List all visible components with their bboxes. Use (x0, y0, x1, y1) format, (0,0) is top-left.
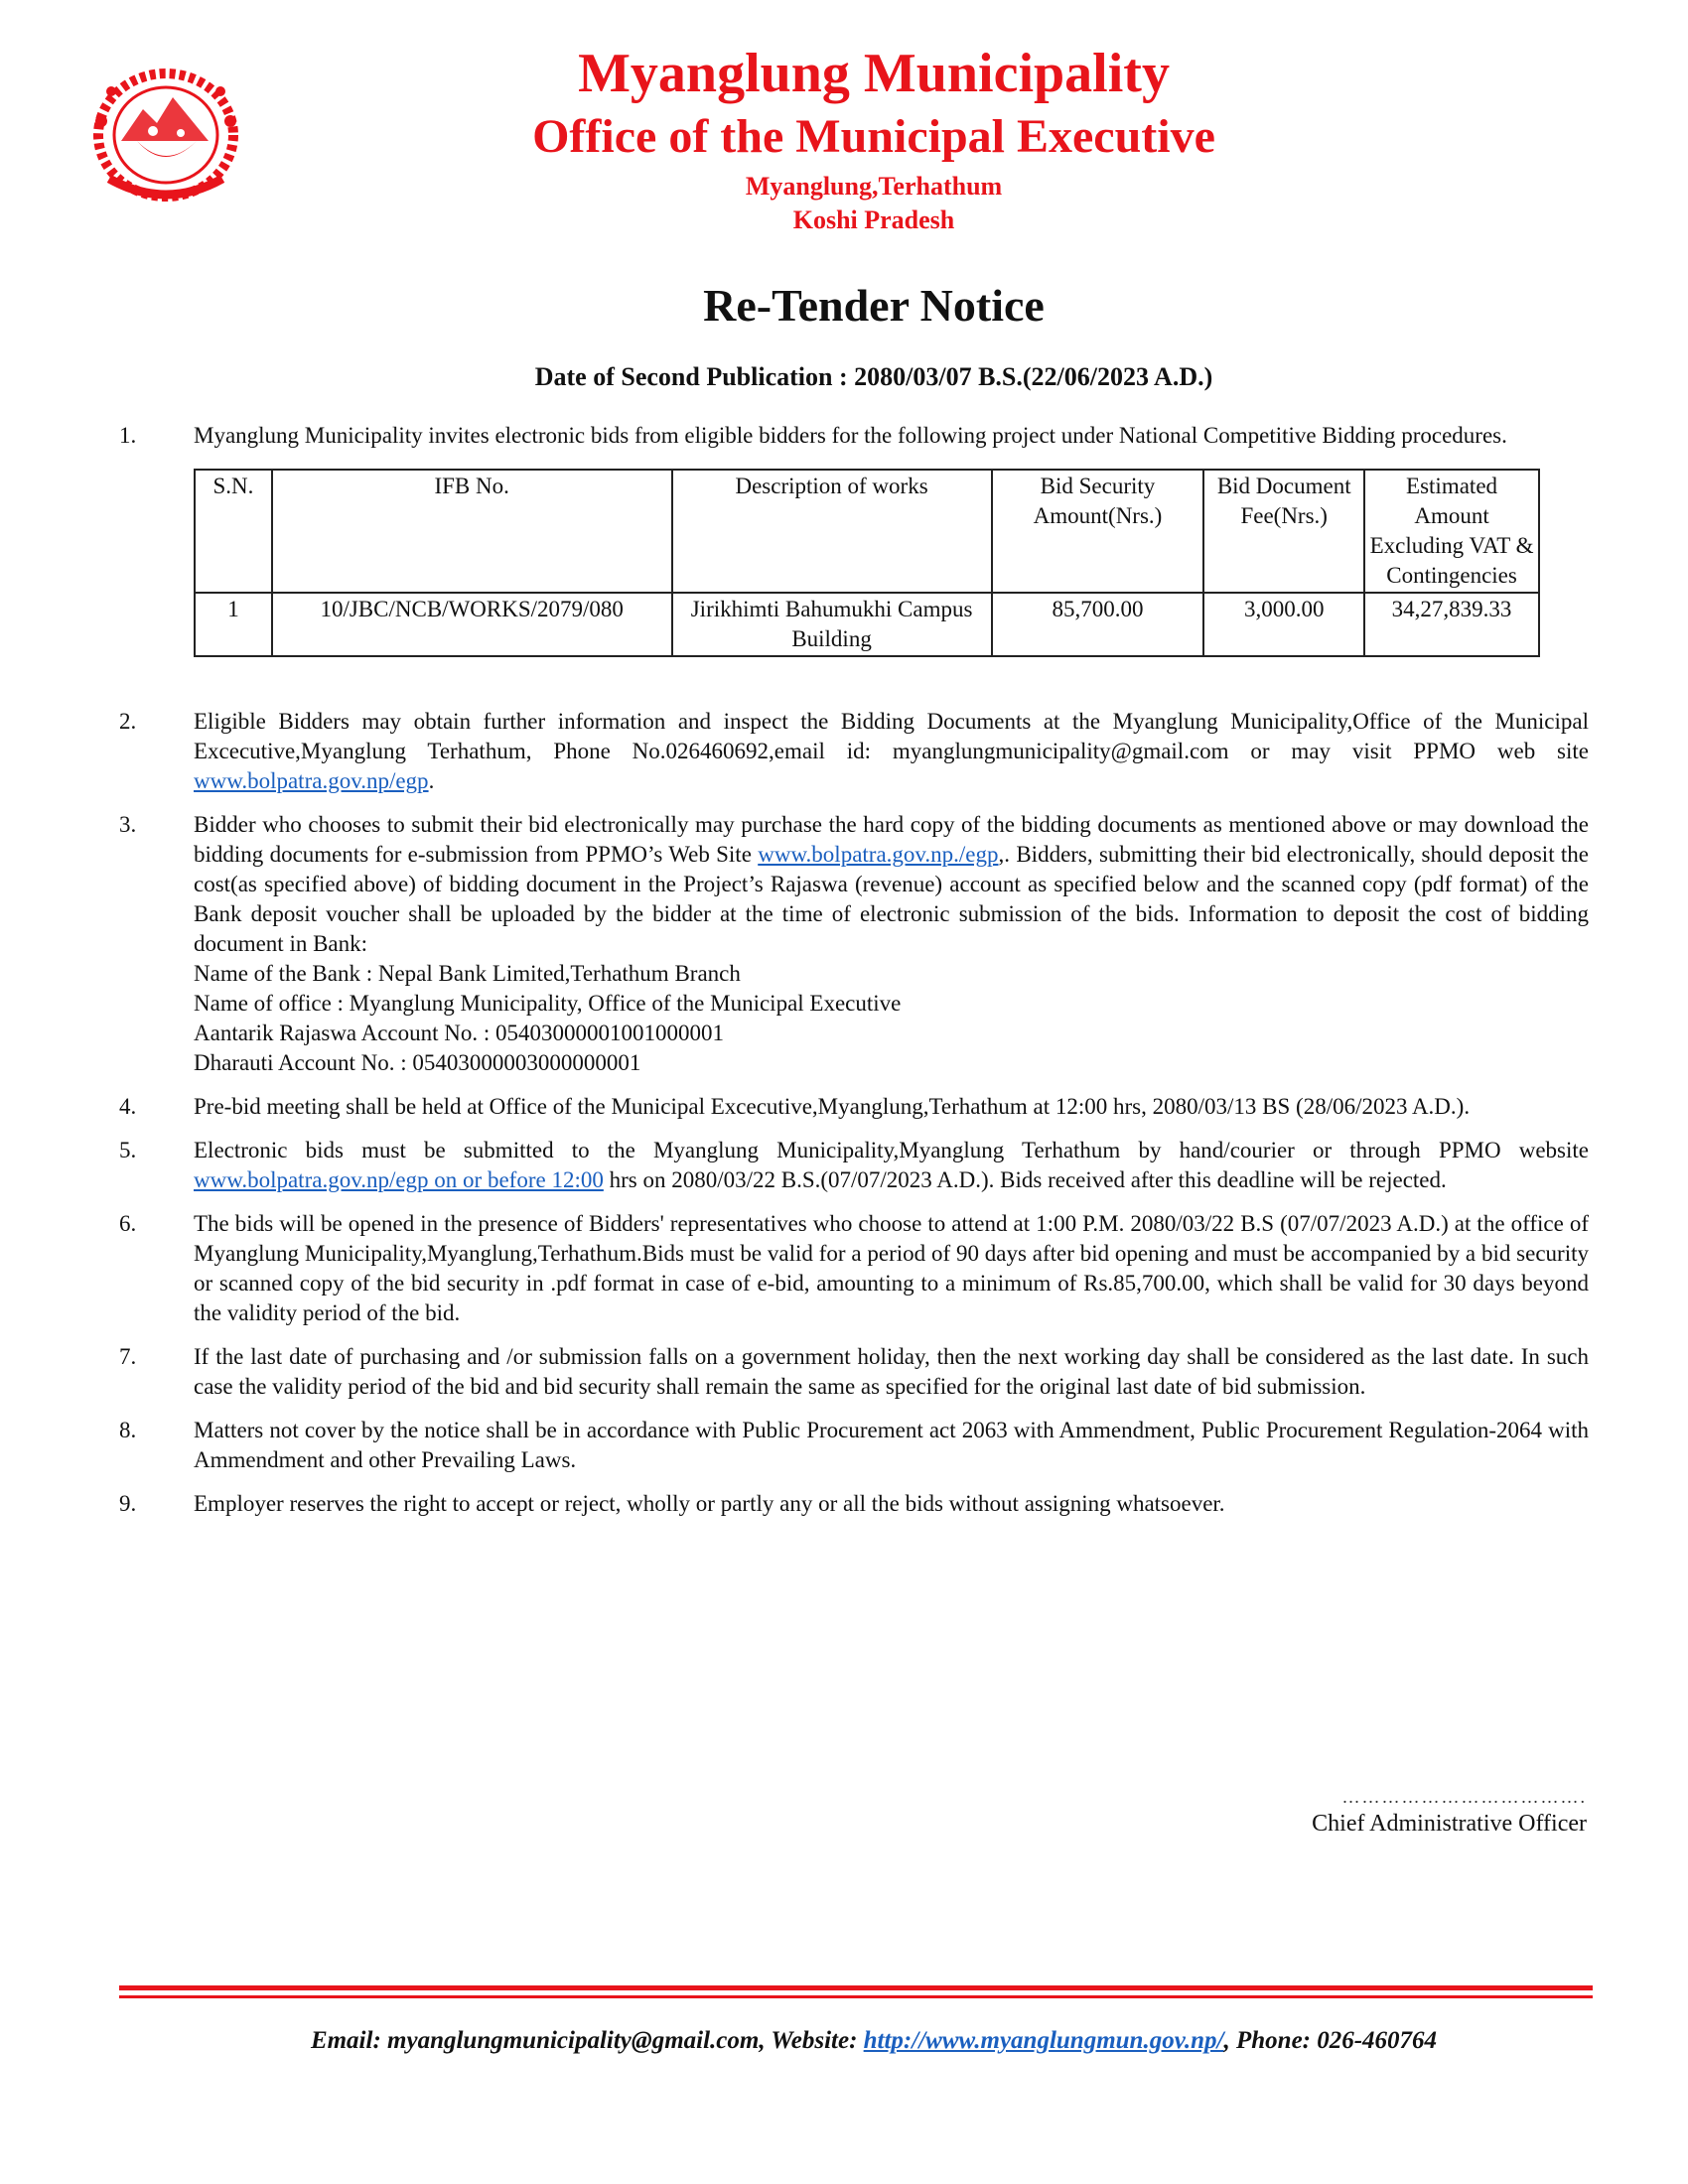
item-number: 3. (119, 812, 137, 837)
tender-table (194, 469, 1540, 657)
col-header-sn: S.N. (195, 470, 272, 593)
footer-divider (119, 1985, 1593, 1990)
footer-divider (119, 1995, 1593, 1998)
cell-description: Jirikhimti Bahumukhi Campus Building (672, 593, 992, 656)
bolpatra-link[interactable]: www.bolpatra.gov.np/egp on or before 12:00 (194, 1167, 604, 1192)
item-number: 2. (119, 709, 137, 734)
notice-item-7 (119, 1342, 1589, 1402)
notice-item-1 (119, 421, 1589, 657)
cell-bid-security: 85,700.00 (992, 593, 1204, 656)
cell-ifb: 10/JBC/NCB/WORKS/2079/080 (272, 593, 672, 656)
bank-name: Name of the Bank : Nepal Bank Limited,Terhathum Branch (194, 961, 741, 986)
table-row (195, 593, 1539, 656)
office-name-line: Name of office : Myanglung Municipality, Office of the Municipal Executive (194, 991, 902, 1016)
item-text-part: Bidder who chooses to submit their bid electronically may purchase the hard copy of the bidding documents as mentioned above or may download the bidding documents for e-submission from PPMO’s Web Site (194, 812, 1589, 867)
item-text-part: . (428, 768, 435, 793)
item-number: 1. (119, 423, 137, 448)
footer-email: Email: myanglungmunicipality@gmail.com, Website: (310, 2027, 864, 2054)
bolpatra-link[interactable]: www.bolpatra.gov.np/egp (194, 768, 429, 793)
notice-item-3 (119, 810, 1589, 1078)
item-text: If the last date of purchasing and /or submission falls on a government holiday, then the next working day shall be considered as the last date. In such case the validity period of the bid and bid security shall remain the same as specified for the original last date of bid submission. (194, 1344, 1589, 1399)
item-text: Matters not cover by the notice shall be in accordance with Public Procurement act 2063 with Ammendment, Public Procurement Regulation-2064 with Ammendment and other Prevailing Laws. (194, 1418, 1589, 1472)
notice-item-4 (119, 1092, 1589, 1122)
col-header-estimated-amount: Estimated Amount Excluding VAT & Contingencies (1364, 470, 1539, 593)
signatory-title: Chief Administrative Officer (1312, 1811, 1587, 1837)
item-text: The bids will be opened in the presence of Bidders' representatives who choose to attend at 1:00 P.M. 2080/03/22 B.S (07/07/2023 A.D.) at the office of Myanglung Municipality,Myanglung,Terhathum.Bids must be valid for a period of 90 days after bid opening and must be accompanied by a bid security or scanned copy of the bid security in .pdf format in case of e-bid, amounting to a minimum of Rs.85,700.00, which shall be valid for 30 days beyond the validity period of the bid. (194, 1211, 1589, 1325)
item-text-part: Eligible Bidders may obtain further information and inspect the Bidding Documents at the Myanglung Municipality,Office of the Municipal Excecutive,Myanglung Terhathum, Phone No.026460692,email id: myanglungmunicipality@gmail.com or may visit PPMO web site (194, 709, 1589, 763)
item-text (194, 1136, 1589, 1195)
item-text: Pre-bid meeting shall be held at Office of the Municipal Excecutive,Myanglung,Terhathum at 12:00 hrs, 2080/03/13 BS (28/06/2023 A.D.). (194, 1094, 1471, 1119)
footer-website-link[interactable]: http://www.myanglungmun.gov.np/ (863, 2027, 1224, 2054)
footer-contact (0, 2025, 1688, 2057)
bolpatra-link[interactable]: www.bolpatra.gov.np./egp (758, 842, 999, 867)
cell-estimated-amount: 34,27,839.33 (1364, 593, 1539, 656)
col-header-ifb: IFB No. (272, 470, 672, 593)
signature-line: ………………………………. (1341, 1787, 1587, 1807)
publication-date: Date of Second Publication : 2080/03/07 B.S.(22/06/2023 A.D.) (534, 362, 1213, 391)
col-header-description: Description of works (672, 470, 992, 593)
notice-item-5 (119, 1136, 1589, 1195)
item-number: 4. (119, 1094, 137, 1119)
item-text-part: Electronic bids must be submitted to the Myanglung Municipality,Myanglung Terhathum by hand/courier or through PPMO website (194, 1138, 1589, 1162)
item-number: 9. (119, 1491, 137, 1516)
notice-title: Re-Tender Notice (703, 280, 1045, 331)
office-address: Myanglung,Terhathum (745, 172, 1003, 201)
item-text: Employer reserves the right to accept or reject, wholly or partly any or all the bids without assigning whatsoever. (194, 1491, 1225, 1516)
col-header-bid-security: Bid Security Amount(Nrs.) (992, 470, 1204, 593)
item-text-part: ,. Bidders, submitting their bid electronically, should deposit the cost(as specified above) of bidding document in the Project’s Rajaswa (revenue) account as specified below and the scanned copy (pdf format) of the Bank deposit voucher shall be uploaded by the bidder at the time of electronic submission of the bids. Information to deposit the cost of bidding document in Bank: (194, 842, 1589, 956)
item-number: 6. (119, 1211, 137, 1236)
footer-phone: , Phone: 026-460764 (1223, 2027, 1438, 2054)
item-text (194, 707, 1589, 796)
municipality-name: Myanglung Municipality (578, 43, 1170, 104)
cell-document-fee: 3,000.00 (1203, 593, 1364, 656)
office-province: Koshi Pradesh (792, 205, 955, 234)
notice-items (119, 421, 1589, 1533)
office-name: Office of the Municipal Executive (532, 110, 1215, 163)
notice-item-8 (119, 1416, 1589, 1475)
notice-item-6 (119, 1209, 1589, 1328)
item-number: 7. (119, 1344, 137, 1369)
notice-item-2 (119, 707, 1589, 796)
item-number: 5. (119, 1138, 137, 1162)
item-text: Myanglung Municipality invites electronic bids from eligible bidders for the following project under National Competitive Bidding procedures. (194, 423, 1507, 448)
cell-sn: 1 (195, 593, 272, 656)
item-text-part: hrs on 2080/03/22 B.S.(07/07/2023 A.D.). Bids received after this deadline will be rejected. (603, 1167, 1447, 1192)
dharauti-account: Dharauti Account No. : 05403000003000000001 (194, 1050, 641, 1075)
rajaswa-account: Aantarik Rajaswa Account No. : 05403000001001000001 (194, 1021, 725, 1045)
col-header-document-fee: Bid Document Fee(Nrs.) (1203, 470, 1364, 593)
item-number: 8. (119, 1418, 137, 1442)
notice-item-9 (119, 1489, 1589, 1519)
item-text (194, 810, 1589, 959)
table-header-row (195, 470, 1539, 593)
